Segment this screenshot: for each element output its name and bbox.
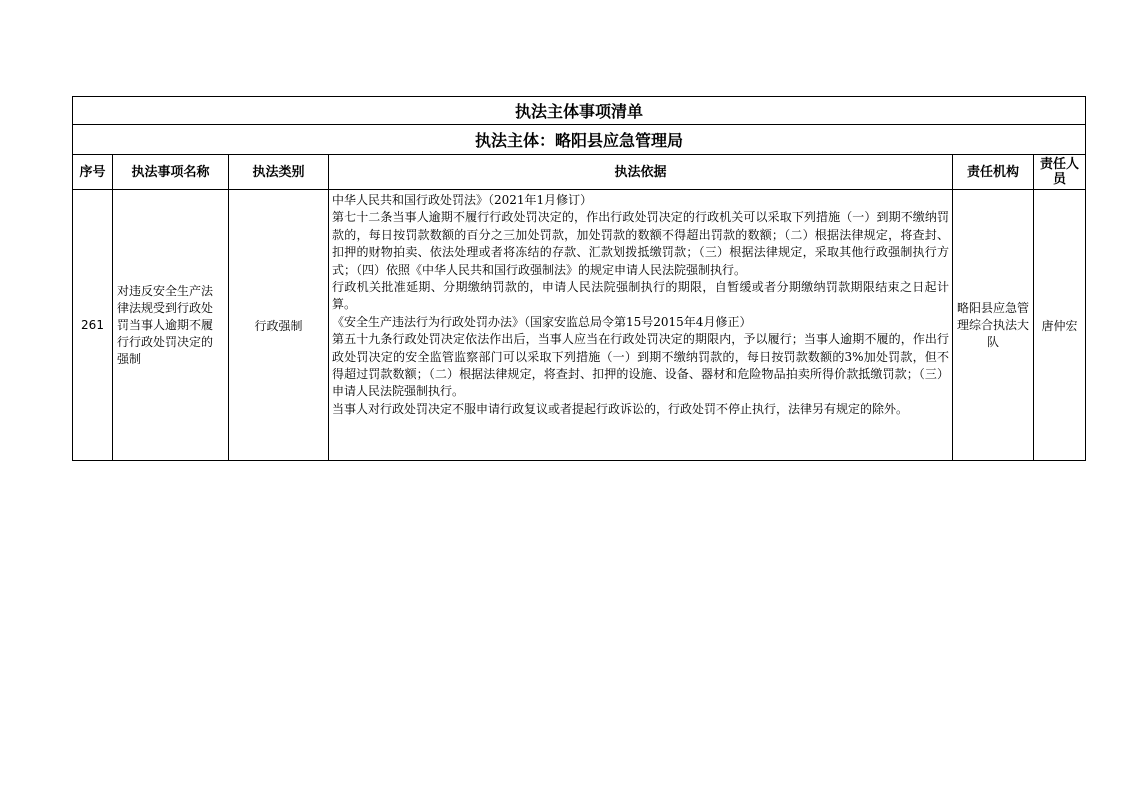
header-basis: 执法依据 bbox=[329, 155, 953, 190]
header-org: 责任机构 bbox=[953, 155, 1034, 190]
document-title: 执法主体事项清单 bbox=[73, 97, 1086, 125]
header-row bbox=[73, 155, 1086, 190]
basis-paragraph: 当事人对行政处罚决定不服申请行政复议或者提起行政诉讼的，行政处罚不停止执行，法律另有规定的除外。 bbox=[332, 401, 909, 416]
enforcement-items-table bbox=[72, 96, 1086, 461]
basis-paragraph: 第七十二条当事人逾期不履行行政处罚决定的，作出行政处罚决定的行政机关可以采取下列措施（一）到期不缴纳罚款的，每日按罚款数额的百分之三加处罚款，加处罚款的数额不得超出罚款的数额；（二）根据法律规定，将查封、扣押的财物拍卖、依法处理或者将冻结的存款、汇款划拨抵缴罚款；（三）根据法律规定，采取其他行政强制执行方式；（四）依照《中华人民共和国行政强制法》的规定申请人民法院强制执行。 bbox=[332, 210, 949, 277]
row-org: 略阳县应急管理综合执法大队 bbox=[953, 190, 1034, 461]
header-person: 责任人员 bbox=[1034, 155, 1086, 190]
row-seq: 261 bbox=[73, 190, 113, 461]
row-category: 行政强制 bbox=[229, 190, 329, 461]
basis-paragraph: 《安全生产违法行为行政处罚办法》（国家安监总局令第15号2015年4月修正） bbox=[332, 314, 752, 329]
row-person: 唐仲宏 bbox=[1034, 190, 1086, 461]
subject-row bbox=[73, 125, 1086, 155]
row-item-name: 对违反安全生产法律法规受到行政处罚当事人逾期不履行行政处罚决定的强制 bbox=[113, 190, 229, 461]
basis-paragraph: 中华人民共和国行政处罚法》（2021年1月修订） bbox=[332, 193, 593, 207]
header-item-name: 执法事项名称 bbox=[113, 155, 229, 190]
enforcement-subject: 执法主体：略阳县应急管理局 bbox=[73, 125, 1086, 155]
basis-paragraph: 行政机关批准延期、分期缴纳罚款的，申请人民法院强制执行的期限，自暂缓或者分期缴纳罚款期限结束之日起计算。 bbox=[332, 280, 949, 312]
basis-paragraph: 第五十九条行政处罚决定依法作出后，当事人应当在行政处罚决定的期限内，予以履行；当事人逾期不履的，作出行政处罚决定的安全监管监察部门可以采取下列措施（一）到期不缴纳罚款的，每日按罚款数额的3%加处罚款，但不得超过罚款数额；（二）根据法律规定，将查封、扣押的设施、设备、器材和危险物品拍卖所得价款抵缴罚款；（三）申请人民法院强制执行。 bbox=[332, 332, 949, 399]
header-seq: 序号 bbox=[73, 155, 113, 190]
row-basis bbox=[329, 190, 953, 461]
table-row bbox=[73, 190, 1086, 461]
title-row bbox=[73, 97, 1086, 125]
header-category: 执法类别 bbox=[229, 155, 329, 190]
